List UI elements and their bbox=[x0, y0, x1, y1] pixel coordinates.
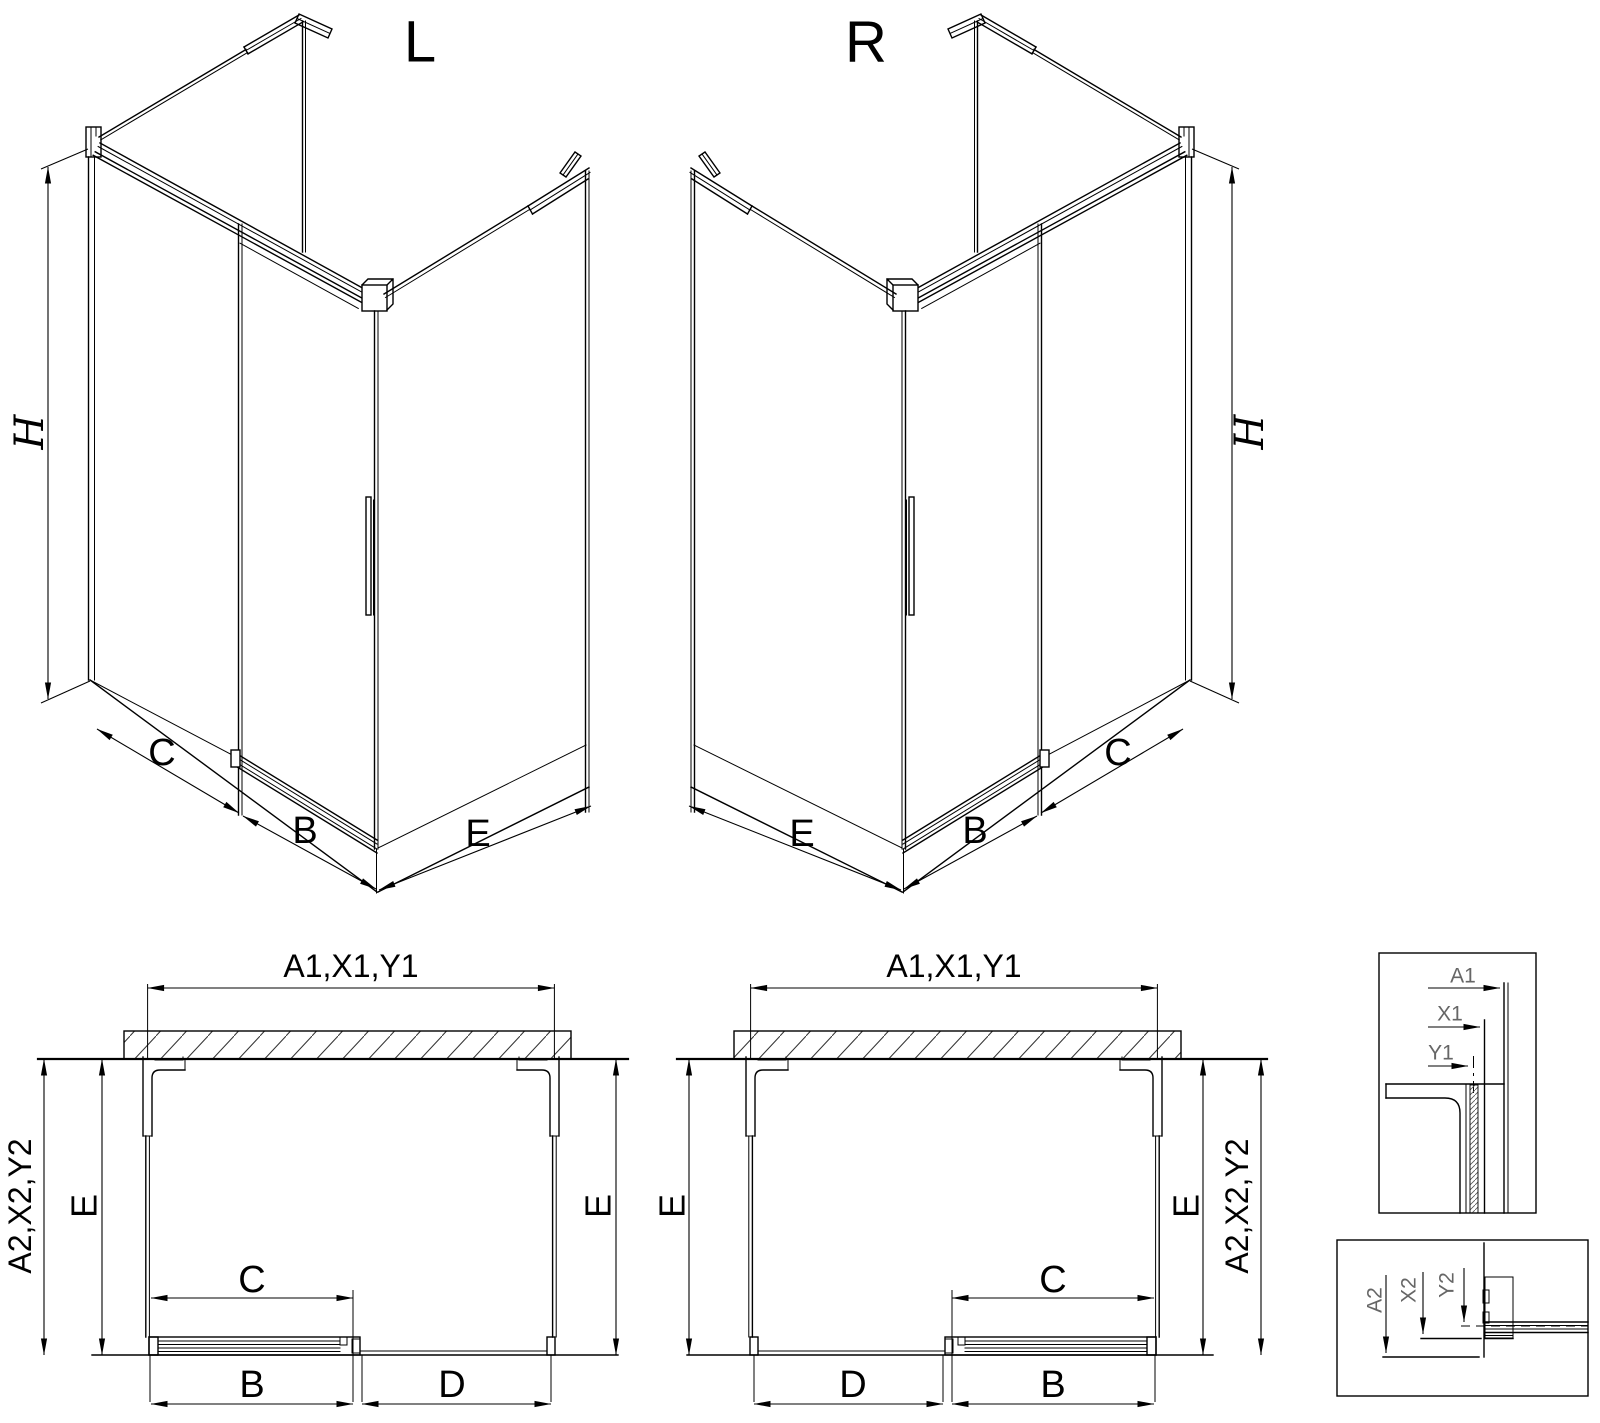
dim-label-side-l: E bbox=[465, 813, 491, 855]
detail-a2-label: A2 bbox=[1363, 1287, 1387, 1313]
plan-r-opening-label: D bbox=[839, 1364, 867, 1406]
iso-right-title: R bbox=[845, 9, 887, 75]
plan-l-width-label: A1,X1,Y1 bbox=[283, 948, 419, 984]
plan-r-fixed-label: C bbox=[1039, 1259, 1067, 1301]
wall-hatch-left bbox=[124, 1031, 571, 1059]
plan-l-depth-label: A2,X2,Y2 bbox=[2, 1138, 38, 1274]
iso-left-title: L bbox=[403, 9, 437, 75]
dim-label-height-l: H bbox=[7, 414, 53, 450]
detail-x1-label: X1 bbox=[1437, 1002, 1463, 1026]
plan-r-side-right-label: E bbox=[1165, 1193, 1207, 1219]
plan-l-side-left-label: E bbox=[63, 1193, 105, 1219]
dim-label-side-r: E bbox=[789, 813, 815, 855]
plan-r-door-label: B bbox=[1040, 1364, 1066, 1406]
plan-l-fixed-label: C bbox=[238, 1259, 266, 1301]
plan-l-door-label: B bbox=[239, 1364, 265, 1406]
wall-hatch-right bbox=[734, 1031, 1181, 1059]
dim-label-height-r: H bbox=[1227, 414, 1273, 450]
iso-view-right bbox=[689, 10, 1273, 894]
dim-label-door-r: B bbox=[962, 810, 988, 852]
plan-r-depth-label: A2,X2,Y2 bbox=[1219, 1138, 1255, 1274]
plan-r-side-left-label: E bbox=[651, 1193, 693, 1219]
dim-label-fixed-l: C bbox=[148, 732, 176, 774]
plan-view-left bbox=[2, 948, 628, 1406]
detail-view-bottom bbox=[1337, 1240, 1588, 1396]
detail-x2-label: X2 bbox=[1397, 1277, 1421, 1303]
detail-view-top bbox=[1379, 953, 1536, 1213]
plan-l-opening-label: D bbox=[438, 1364, 466, 1406]
detail-y1-label: Y1 bbox=[1428, 1041, 1454, 1065]
plan-r-width-label: A1,X1,Y1 bbox=[886, 948, 1022, 984]
detail-y2-label: Y2 bbox=[1435, 1272, 1459, 1298]
plan-view-right bbox=[652, 948, 1268, 1406]
iso-view-left bbox=[7, 10, 591, 894]
dim-label-fixed-r: C bbox=[1104, 732, 1132, 774]
plan-l-side-right-label: E bbox=[577, 1193, 619, 1219]
dim-label-door-l: B bbox=[292, 810, 318, 852]
detail-a1-label: A1 bbox=[1450, 964, 1476, 988]
